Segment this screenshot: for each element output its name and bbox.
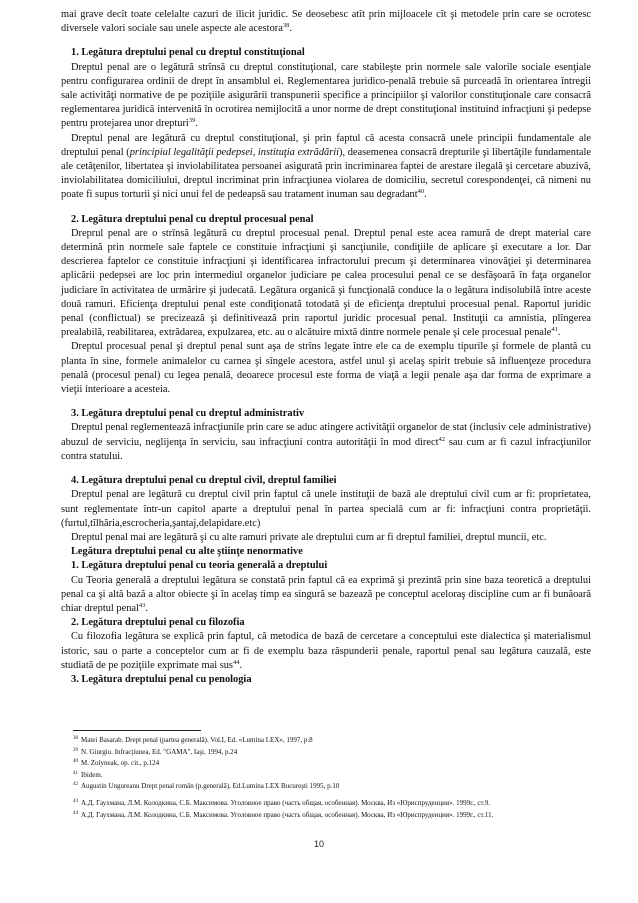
subheading-general-theory: 1. Legătura dreptului penal cu teoria generală a dreptului: [71, 560, 328, 572]
section-heading-civil: 4. Legătura dreptului penal cu dreptul civil, dreptul familiei: [71, 475, 337, 487]
section-heading-administrative: 3. Legătura dreptului penal cu dreptul administrativ: [71, 408, 305, 420]
footnote-42: $^{42}$ Augustin Ungureanu Drept penal român (p.generală), Ed.Lumina LEX Bucureşti 1995, p.10: [73, 782, 340, 791]
paragraph: Cu filozofia legătura se explică prin faptul, că metodica de bază de cercetare a conceptului este dialectica şi materialismul istoric, sau o parte a conceptelor cum ar fi de exemplu baza răspunderii penale, raportul penal sau legătura cauzală, este studiată de pe poziţiile exprimate mai sus$^{44}$.: [61, 631, 591, 671]
footnote-40: $^{40}$ M. Zolyneak, op. cit., p.124: [73, 759, 160, 768]
footnote-ref: 39: [188, 117, 196, 125]
intro-paragraph: mai grave decît toate celelalte cazuri de ilicit juridic. Se deosebesc atît prin mijloacele cît şi metodele prin care se ocrotesc diversele valori sociale sau unele aspecte ale acestora$^{38}$.: [61, 9, 591, 35]
footnote-43: $^{43}$ А.Д. Гаухмана, Л.М. Колодкина, С.Б. Максимова. Уголовное право (часть общая, особенная). Москва, Из «Юриспруденция». 1999г., ст.9.: [73, 798, 491, 807]
paragraph: Cu Teoria generală a dreptului legătura se constată prin faptul că ea exprimă şi prezintă prin sine baza teoretică a dreptului penal ca şi altă bază a altor obiecte şi în acelaş timp ea singură se bazează pe conceptul aceloraş discipline cum ar fi bunăoară chiar dreptul penal$^{43}$.: [61, 574, 591, 614]
paragraph: Dreptul penal are o legătură strînsă cu dreptul constituţional, care stabileşte prin normele sale valorile sociale esenţiale pentru configurarea ordinii de drept în ansamblul ei. Reglementarea juridico-penală trebuie să purceadă în orientarea întregii sale activităţi normative de pe poziţiile asigurării transpunerii specifice a principiilor şi valorilor constituţionale care consacră reglementarea juridică intervenită în ocrotirea nemijlocită a unor norme de drept constituţional instituind infracţiuni şi pedepse pentru protejarea unor drepturi$^{39}$.: [61, 61, 591, 130]
footnote-39: $^{39}$ N. Giurgiu. Infracţiunea, Ed. "GAMA", Iaşi, 1994, p.24: [73, 747, 238, 756]
footnotes: [61, 730, 601, 821]
footnote-ref: 38: [282, 22, 290, 30]
footnote-ref: 41: [551, 326, 558, 334]
section-heading-procedural: 2. Legătura dreptului penal cu dreptul procesual penal: [71, 213, 314, 225]
footnote-ref: 44: [232, 658, 240, 666]
footnote-38: $^{38}$ Matei Basarab. Drept penal (partea generală). Vol.I, Ed. «Lumina LEX», 1997, p.8: [73, 736, 313, 744]
subheading-philosophy: 2. Legătura dreptului penal cu filozofia: [71, 617, 245, 629]
section-heading-non-normative: Legătura dreptului penal cu alte ştiinţe nenormative: [71, 546, 303, 558]
paragraph: Dreptul penal are legătură cu dreptul constituţional, şi prin faptul că acesta consacră unele principii fundamentale ale dreptului penal (principiul legalităţii pedepsei, instituţia extrădării), deasemenea consacră drepturile şi libertăţile fundamentale ale cetăţenilor, libertatea şi inviolabilitatea persoanei asigurată prin incriminarea faptei de arestare ilegală şi cercetare abuzivă, inviolabilitatea domiciliului, dreptul incriminat prin infracţiunea violarea de domiciliu, secretul corespondenţei, că nimeni nu poate fi supus torturii şi nici unui fel de pedeapsă sau tratament inuman sau degradant$^{40}$.: [61, 132, 591, 201]
section-heading-constitutional: 1. Legătura dreptului penal cu dreptul constituţional: [71, 47, 305, 59]
page-number: 10: [313, 839, 324, 849]
paragraph: Dreptul penal reglementează infracţiunile prin care se aduc atingere activităţii organelor de stat (inclusiv cele administrative) abuzul de serviciu, neglijenţa în serviciu, sau infracţiuni contra autorităţii în mod direct$^{42}$ sau cum ar fi cazul infracţiunilor contra statului.: [61, 422, 592, 462]
subheading-penology: 3. Legătura dreptului penal cu penologia: [71, 673, 252, 685]
page-body: [61, 8, 591, 687]
footnote-ref: 40: [417, 188, 425, 196]
footnote-divider: [73, 730, 201, 731]
paragraph: Dreptul procesual penal şi dreptul penal sunt aşa de strîns legate între ele ca de exemplu tipurile şi formele de plantă cu planta în sine, formele animalelor cu carnea şi sîngele acestora, astfel unul şi acelaş spirit trebuie să influenţeze procedura penală (procesul penal) cu legea penală, deoarece procesul este forma de viaţă a legii penale aşa dar forma de exprimare a vieţii interioare a acesteia.: [61, 341, 591, 396]
paragraph: Dreptul penal are legătură cu dreptul civil prin faptul că unele instituţii de bază ale dreptului civil cum ar fi: proprietatea, sunt reglementate într-un capitol aparte a dreptului penal în partea specială cum ar fi: infracţiuni contra proprietăţii.(furtul,tîlhăria,escrocheria,şantaj,delapidare.etc): [61, 489, 591, 529]
footnote-44: $^{44}$ А.Д. Гаухмана, Л.М. Колодкина, С.Б. Максимова. Уголовное право (часть общая, особенная). Москва, Из «Юриспруденция». 1999г., ст.11.: [73, 810, 494, 819]
paragraph: Dreptul penal mai are legătură şi cu alte ramuri private ale dreptului cum ar fi dreptul familiei, dreptul muncii, etc.: [71, 531, 547, 543]
paragraph: Dreprul penal are o strînsă legătură cu dreptul procesual penal. Dreptul penal este acea ramură de drept material care determină prin normele sale faptele ce constituie infracţiuni şi sancţiunile, condiţiile de aplicare şi executare a lor. Dar descrierea faptelor ce constituie infracţiuni şi identificarea infractorului precum şi determinarea vinovăţiei şi determinarea aplicării pedepsei are loc prin intermediul organelor judiciare pe calea procesului penal ce se desfăşoară în faţa organelor judiciare în activitatea de urmărire şi judecată. Legătura organică şi funcţională conduce la o legătura indisolubilă între aceste două ramuri. Eficienţa dreptului penal este condiţionată totodată şi de eficienţa dreptului procesual penal. Raportul juridic penal (conflictual) se precizează şi definitivează prin raportul juridic procesual penal. Instituţii ca amnistia, plîngerea prealabilă, reabilitarea, extrădarea, expulzarea, etc. au o alcătuire mixtă dintre normele penale şi cele procesual penale$^{41}$.: [61, 227, 591, 339]
footnote-ref: 43: [138, 601, 146, 609]
footnote-41: $^{41}$ Ibidem.: [73, 770, 103, 779]
footnote-ref: 42: [438, 435, 445, 443]
